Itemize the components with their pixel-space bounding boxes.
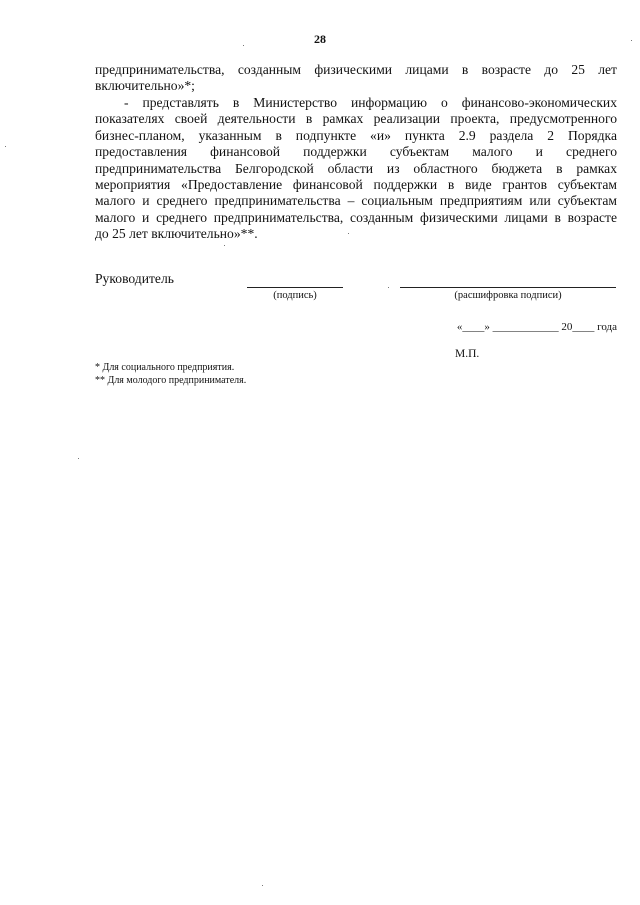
paragraph-continuation [95, 62, 617, 95]
scan-speck [388, 287, 389, 288]
signature-line [247, 287, 343, 288]
signer-label: Руководитель [95, 271, 174, 286]
paragraph-obligation [95, 95, 617, 243]
paragraph-line: малого и среднего предпринимательства, созданным физическими лицами в возрасте [95, 209, 617, 225]
scan-speck [5, 146, 6, 147]
paragraph-line: малого и среднего предпринимательства – социальным предприятиям или субъектам [95, 193, 617, 209]
paragraph-line: включительно»*; [95, 78, 195, 94]
paragraph-line: до 25 лет включительно»**. [95, 226, 258, 242]
scan-speck [224, 245, 225, 246]
paragraph-line: мероприятия «Предоставление финансовой поддержки в виде грантов субъектам [95, 177, 617, 193]
page-number: 28 [314, 32, 326, 46]
scan-speck [262, 885, 263, 886]
paragraph-line: предпринимательства Белгородской области из областного бюджета в рамках [95, 160, 617, 176]
scan-speck [631, 40, 632, 41]
paragraph-line: - представлять в Министерство информацию о финансово-экономических [124, 95, 617, 110]
scan-speck [243, 45, 244, 46]
signature-caption: (подпись) [273, 290, 317, 301]
stamp-label: М.П. [455, 348, 480, 360]
paragraph-line: предпринимательства, созданным физическими лицами в возрасте до 25 лет [95, 62, 617, 77]
paragraph-line: предоставления финансовой поддержки субъектам малого и среднего [95, 144, 617, 160]
paragraph-line: показателях своей деятельности в рамках реализации проекта, предусмотренного [95, 111, 617, 127]
footnote: ** Для молодого предпринимателя. [95, 375, 247, 386]
signature-decode-line [400, 287, 616, 288]
scan-speck [78, 458, 79, 459]
date-line: «____» ____________ 20____ года [456, 321, 617, 333]
scan-speck [348, 233, 349, 234]
footnote: * Для социального предприятия. [95, 362, 235, 373]
signature-decode-caption: (расшифровка подписи) [454, 290, 562, 301]
paragraph-line: бизнес-планом, указанным в подпункте «и» пункта 2.9 раздела 2 Порядка [95, 127, 617, 143]
